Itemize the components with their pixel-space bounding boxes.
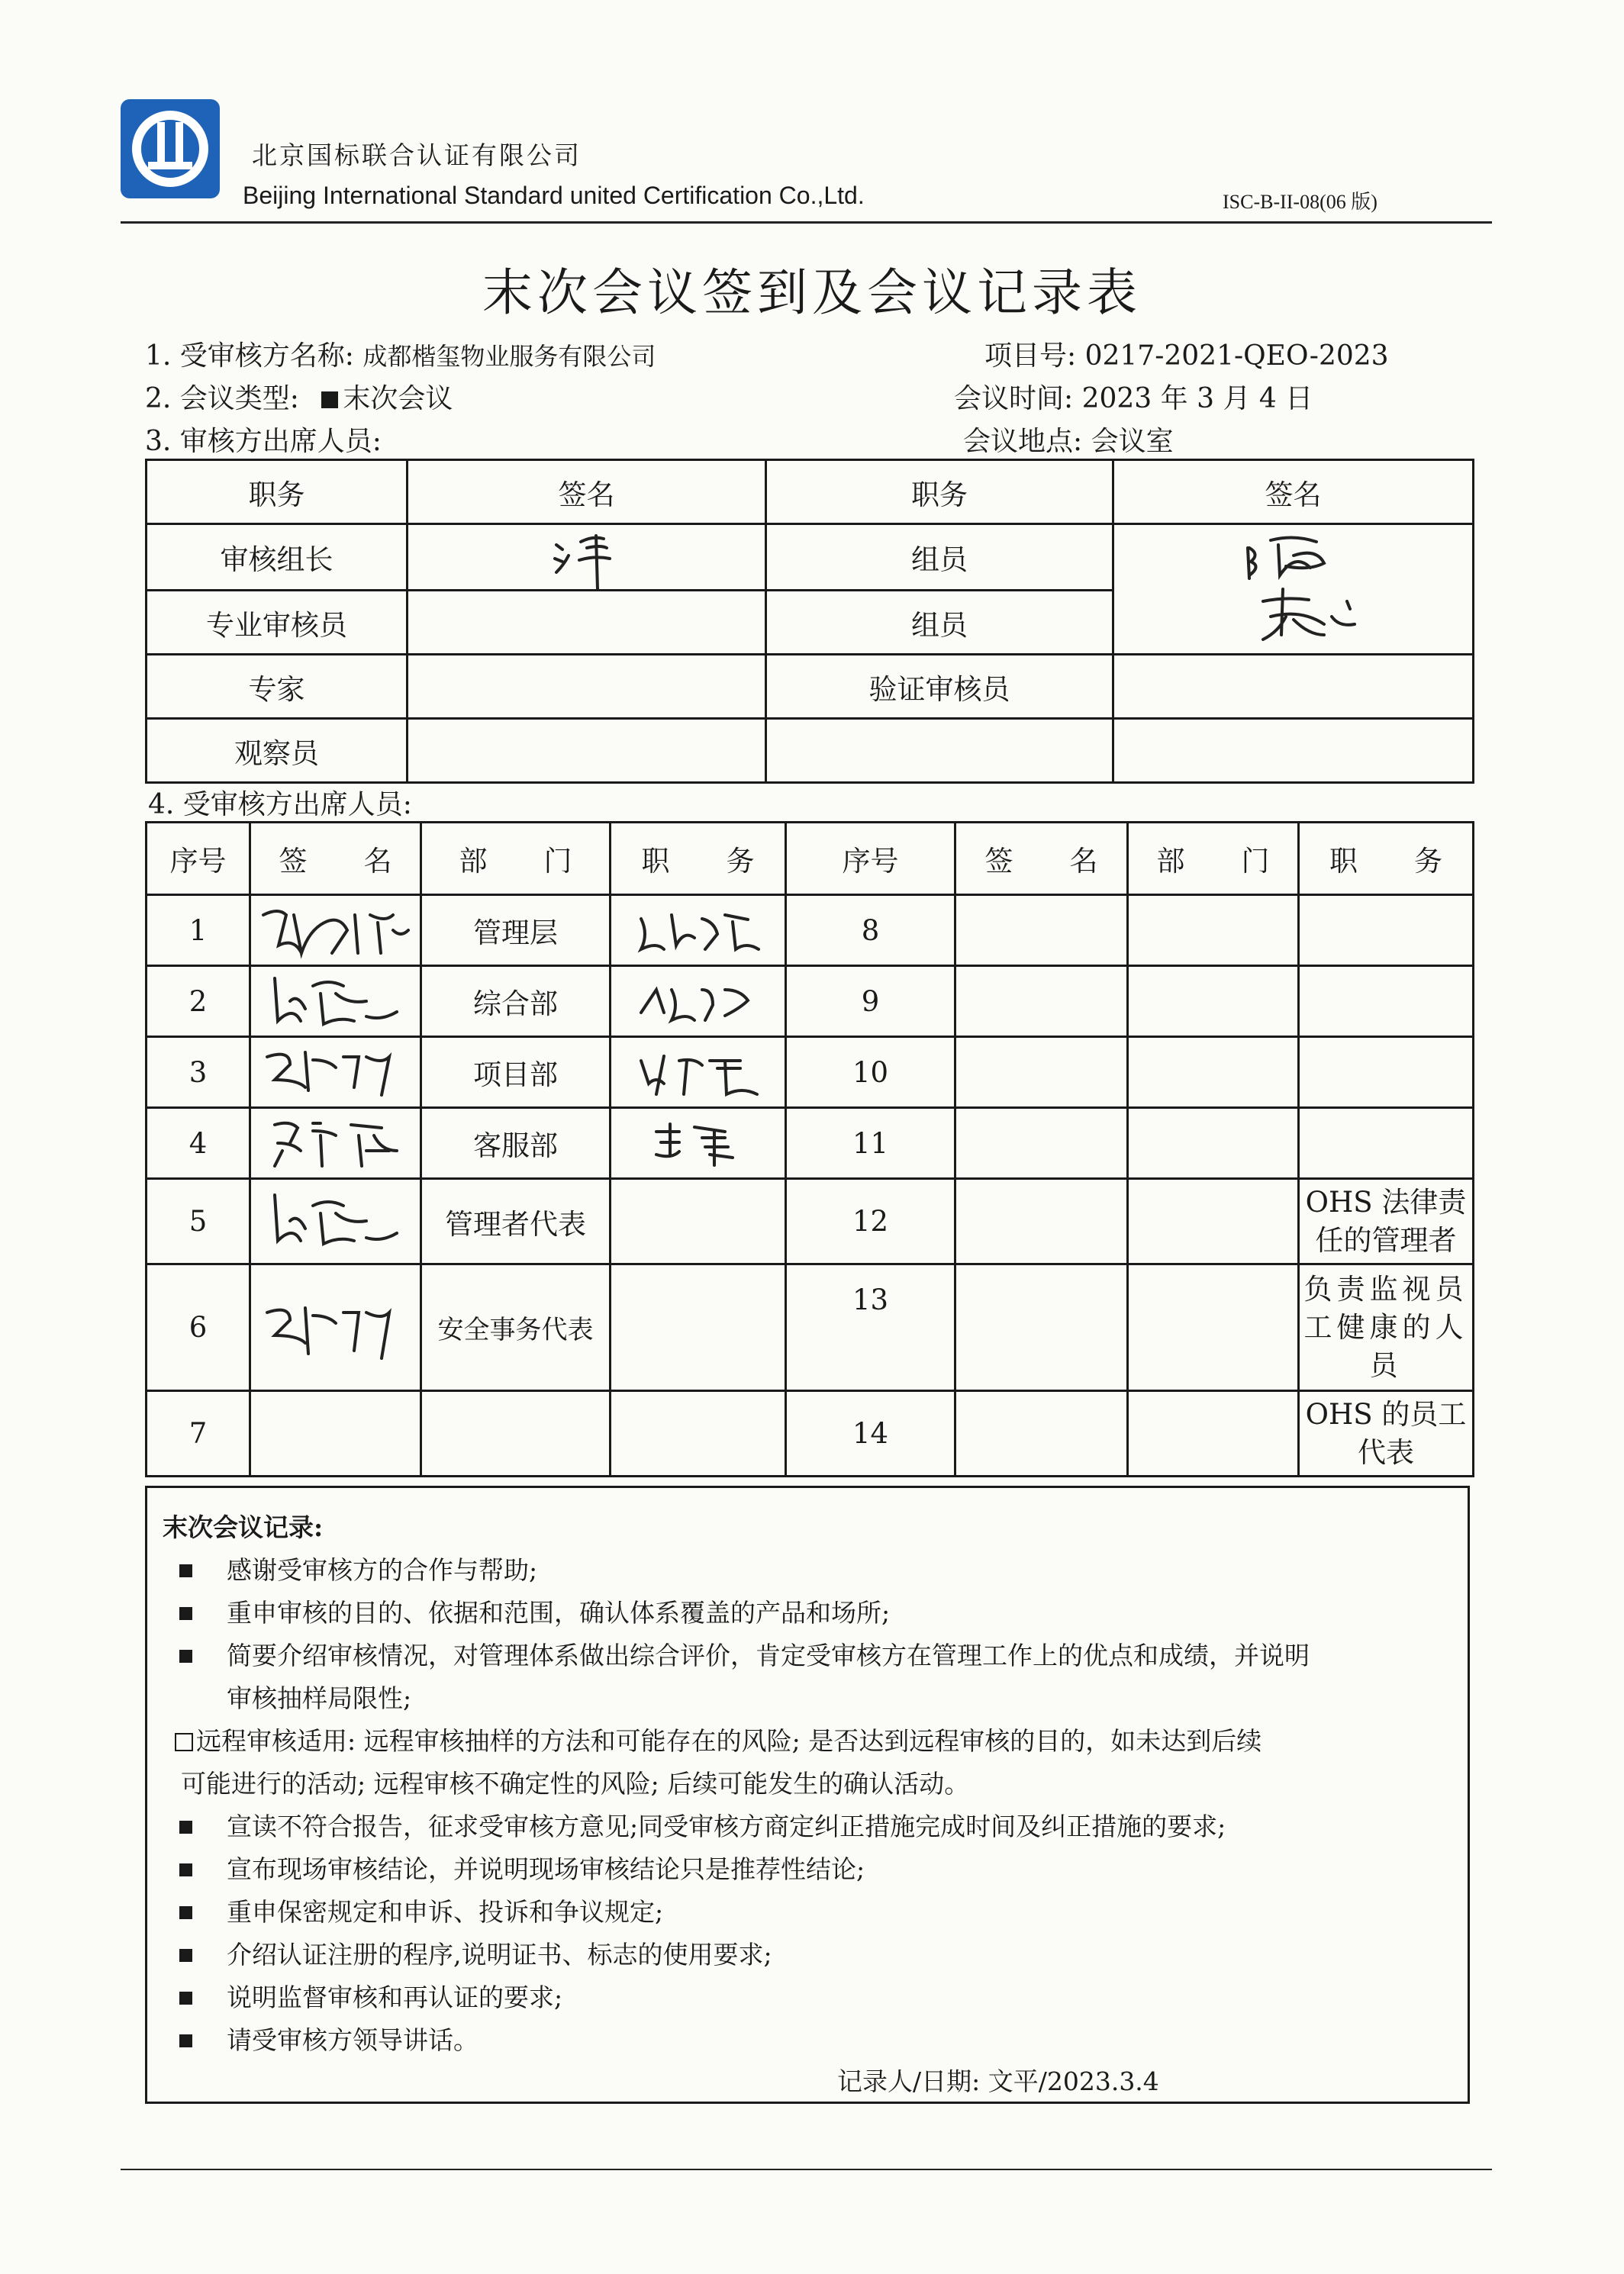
bullet-icon: [179, 1906, 192, 1919]
duty-cell: 负责监视员工健康的人员: [1299, 1264, 1474, 1391]
duty-cell: OHS 的员工代表: [1299, 1391, 1474, 1477]
duty-cell: OHS 法律责任的管理者: [1299, 1179, 1474, 1264]
duty-cell: [1299, 1108, 1474, 1179]
remote-audit-text: 远程审核适用: 远程审核抽样的方法和可能存在的风险; 是否达到远程审核的目的，如未达到后续: [196, 1726, 1262, 1756]
table-row: [147, 1179, 1474, 1264]
signature-cell: [250, 1108, 421, 1179]
auditee-attendee-table: [145, 821, 1474, 1477]
table-header-row: [147, 460, 1474, 524]
bullet-icon: [179, 2034, 192, 2047]
bullet-icon: [179, 1992, 192, 2005]
department-cell: 项目部: [421, 1037, 611, 1108]
meeting-time-value: 2023 年 3 月 4 日: [1081, 383, 1313, 414]
company-logo: [121, 99, 220, 198]
company-name-en: Beijing International Standard united Certification Co.,Ltd.: [243, 182, 865, 209]
record-item: 重申保密规定和申诉、投诉和争议规定;: [227, 1897, 664, 1927]
record-item: 简要介绍审核情况，对管理体系做出综合评价，肯定受审核方在管理工作上的优点和成绩，并说明: [227, 1641, 1310, 1670]
company-name-cn: 北京国标联合认证有限公司: [252, 140, 582, 170]
department-cell: [1128, 1179, 1299, 1264]
department-cell: [1128, 1108, 1299, 1179]
header-cell: 签 名: [955, 823, 1128, 895]
document-code: ISC-B-II-08(06 版): [1223, 191, 1378, 213]
signature-cell: [250, 1391, 421, 1477]
row-number: 9: [786, 966, 955, 1037]
duty-cell: [611, 1264, 786, 1391]
meeting-type-value: 末次会议: [343, 383, 453, 414]
header-cell: 部 门: [1128, 823, 1299, 895]
records-heading: 末次会议记录:: [163, 1512, 324, 1542]
table-row: [147, 719, 1474, 783]
department-cell: 综合部: [421, 966, 611, 1037]
signature-cell: [408, 655, 766, 719]
auditee-attendees-label: 4. 受审核方出席人员:: [148, 789, 412, 820]
page-title: 末次会议签到及会议记录表: [482, 263, 1142, 322]
duty-signature-cell: [611, 1037, 786, 1108]
remote-audit-line-continued: 可能进行的活动; 远程审核不确定性的风险; 后续可能发生的确认活动。: [181, 1769, 970, 1799]
row-number: 7: [147, 1391, 250, 1477]
header-cell: 部 门: [421, 823, 611, 895]
audit-team-table: [145, 459, 1474, 784]
duty-cell: [1299, 966, 1474, 1037]
signature-cell: [250, 1179, 421, 1264]
bullet-icon: [179, 1821, 192, 1834]
header-cell: 职 务: [1299, 823, 1474, 895]
signature-cell: [1113, 655, 1474, 719]
row-number: 2: [147, 966, 250, 1037]
role-cell: 组员: [766, 524, 1113, 591]
duty-cell: [611, 1179, 786, 1264]
bullet-icon: [179, 1949, 192, 1962]
project-number-label: 项目号:: [984, 340, 1077, 372]
signature-cell: [408, 524, 766, 591]
signature-cell: [408, 719, 766, 783]
table-row: [147, 655, 1474, 719]
signature-cell: [250, 1264, 421, 1391]
role-cell: 专业审核员: [147, 591, 408, 655]
meeting-records-box: [145, 1486, 1470, 2104]
header-cell: 序号: [786, 823, 955, 895]
row-number: 3: [147, 1037, 250, 1108]
duty-cell: [1299, 895, 1474, 966]
signature-cell: [955, 1264, 1128, 1391]
handwritten-signature: [259, 971, 412, 1032]
signature-cell: [1113, 719, 1474, 783]
row-number: 1: [147, 895, 250, 966]
header-cell: 序号: [147, 823, 250, 895]
table-row: [147, 1264, 1474, 1391]
department-cell: 管理层: [421, 895, 611, 966]
signature-cell: [955, 1037, 1128, 1108]
duty-signature-cell: [611, 966, 786, 1037]
department-cell: [1128, 895, 1299, 966]
auditee-name-value: 成都楷玺物业服务有限公司: [362, 342, 656, 371]
record-item: 请受审核方领导讲话。: [227, 2025, 478, 2055]
table-header-row: [147, 823, 1474, 895]
record-item-continued: 审核抽样局限性;: [227, 1683, 412, 1713]
meeting-time-field: [954, 377, 1313, 416]
record-item: 感谢受审核方的合作与帮助;: [227, 1555, 538, 1585]
signature-cell: [1113, 524, 1474, 655]
duty-signature-cell: [611, 895, 786, 966]
row-number: 12: [786, 1179, 955, 1264]
department-cell: [1128, 1264, 1299, 1391]
handwritten-signature: [259, 1113, 412, 1174]
table-row: [147, 524, 1474, 591]
header-cell: 职 务: [611, 823, 786, 895]
record-item: 宣布现场审核结论，并说明现场审核结论只是推荐性结论;: [227, 1854, 865, 1884]
meeting-place-value: 会议室: [1091, 426, 1174, 457]
row-number: 11: [786, 1108, 955, 1179]
row-number: 13: [786, 1264, 955, 1391]
project-number-value: 0217-2021-QEO-2023: [1084, 340, 1389, 372]
department-cell: [1128, 1037, 1299, 1108]
row-number: 10: [786, 1037, 955, 1108]
bullet-icon: [179, 1607, 192, 1620]
table-row: [147, 1037, 1474, 1108]
bullet-icon: [179, 1650, 192, 1663]
role-cell: 审核组长: [147, 524, 408, 591]
duty-cell: [1299, 1037, 1474, 1108]
header-cell: 签名: [1113, 460, 1474, 524]
signature-cell: [955, 895, 1128, 966]
handwritten-duty: [641, 1116, 756, 1170]
meeting-type-label: 2. 会议类型:: [145, 383, 299, 414]
signature-cell: [955, 1108, 1128, 1179]
header-cell: 职务: [147, 460, 408, 524]
handwritten-signature: [533, 525, 640, 589]
department-cell: [421, 1391, 611, 1477]
duty-signature-cell: [611, 1108, 786, 1179]
signature-cell: [250, 966, 421, 1037]
handwritten-duty: [626, 1045, 771, 1099]
department-cell: 安全事务代表: [421, 1264, 611, 1391]
header-cell: 职务: [766, 460, 1113, 524]
audit-team-label: 3. 审核方出席人员:: [145, 426, 382, 457]
handwritten-signature: [259, 1187, 412, 1256]
bullet-icon: [179, 1564, 192, 1577]
auditee-name-label: 1. 受审核方名称:: [145, 340, 354, 372]
handwritten-signature: [256, 900, 416, 961]
unchecked-box-icon: [175, 1733, 193, 1751]
meeting-time-label: 会议时间:: [954, 383, 1074, 414]
signature-cell: [955, 966, 1128, 1037]
row-number: 8: [786, 895, 955, 966]
role-cell: 专家: [147, 655, 408, 719]
department-cell: [1128, 966, 1299, 1037]
handwritten-signature: [1217, 525, 1370, 653]
record-item: 介绍认证注册的程序,说明证书、标志的使用要求;: [227, 1940, 772, 1970]
bullet-icon: [179, 1863, 192, 1876]
logo-mark-icon: [121, 99, 220, 198]
duty-cell: [611, 1391, 786, 1477]
handwritten-duty: [626, 974, 771, 1028]
department-cell: 客服部: [421, 1108, 611, 1179]
role-cell: 组员: [766, 591, 1113, 655]
signature-cell: [250, 895, 421, 966]
row-number: 5: [147, 1179, 250, 1264]
record-item: 说明监督审核和再认证的要求;: [227, 1983, 563, 2012]
header-divider: [121, 221, 1492, 224]
role-cell: 观察员: [147, 719, 408, 783]
handwritten-signature: [259, 1042, 412, 1103]
checked-box-icon: [321, 391, 338, 408]
record-item: 重申审核的目的、依据和范围，确认体系覆盖的产品和场所;: [227, 1598, 891, 1628]
meeting-type-field: [145, 377, 453, 416]
signature-cell: [955, 1179, 1128, 1264]
department-cell: 管理者代表: [421, 1179, 611, 1264]
recorder-signature-line: 记录人/日期: 文平/2023.3.4: [837, 2066, 1159, 2096]
handwritten-signature: [259, 1290, 412, 1366]
remote-audit-line: [175, 1722, 1262, 1757]
role-cell: [766, 719, 1113, 783]
meeting-place-field: [963, 420, 1174, 459]
record-item: 宣读不符合报告，征求受审核方意见;同受审核方商定纠正措施完成时间及纠正措施的要求;: [227, 1812, 1226, 1841]
auditee-name-field: [145, 334, 656, 373]
signature-cell: [250, 1037, 421, 1108]
header-cell: 签名: [408, 460, 766, 524]
table-row: [147, 1108, 1474, 1179]
handwritten-duty: [626, 903, 771, 957]
table-row: [147, 895, 1474, 966]
footer-divider: [121, 2169, 1492, 2170]
row-number: 14: [786, 1391, 955, 1477]
row-number: 6: [147, 1264, 250, 1391]
table-row: [147, 966, 1474, 1037]
project-number-field: [984, 334, 1389, 373]
row-number: 4: [147, 1108, 250, 1179]
department-cell: [1128, 1391, 1299, 1477]
role-cell: 验证审核员: [766, 655, 1113, 719]
signature-cell: [408, 591, 766, 655]
header-cell: 签 名: [250, 823, 421, 895]
meeting-place-label: 会议地点:: [963, 426, 1083, 457]
table-row: [147, 1391, 1474, 1477]
signature-cell: [955, 1391, 1128, 1477]
